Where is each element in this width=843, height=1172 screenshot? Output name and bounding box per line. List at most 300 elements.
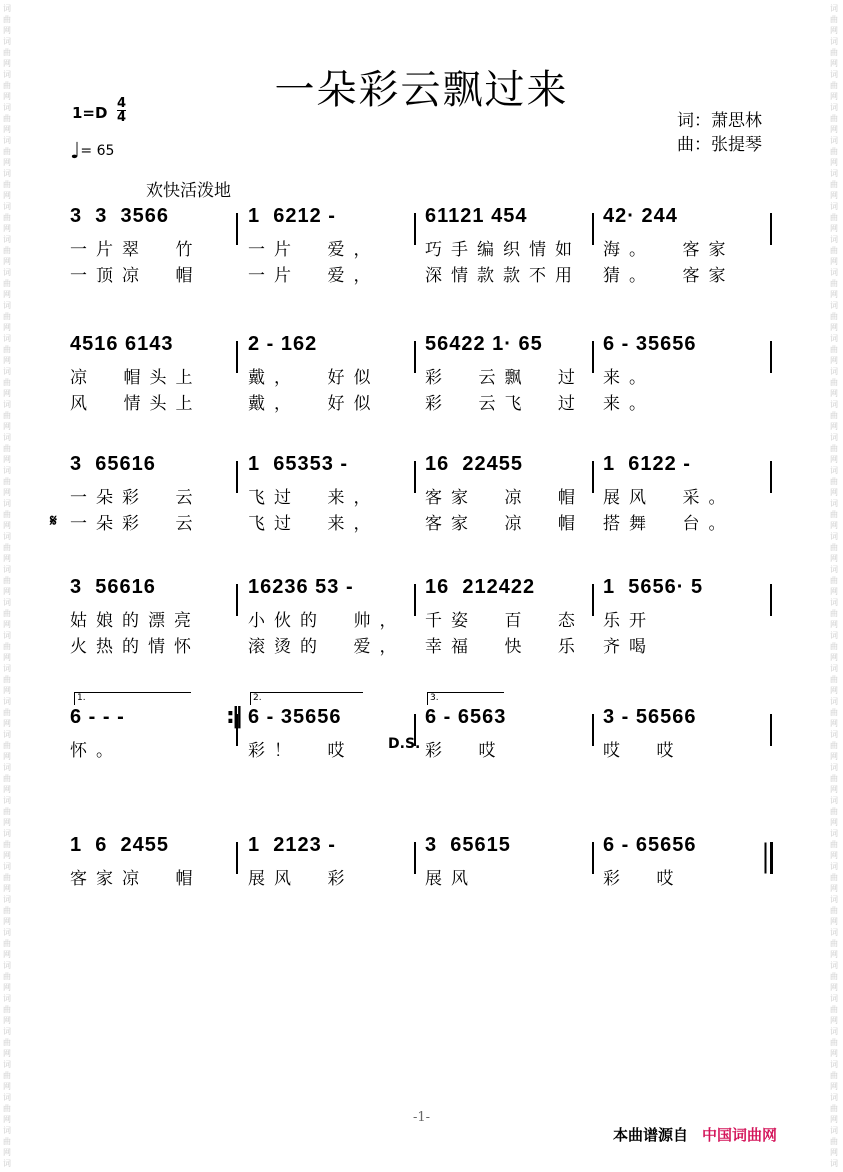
measure <box>425 706 590 806</box>
barline <box>236 584 238 616</box>
watermark-glyph: 曲 <box>3 1104 11 1113</box>
measure <box>425 205 590 305</box>
watermark-glyph: 词 <box>830 565 838 574</box>
lyric-verse-1: 客家凉 帽 <box>70 869 202 888</box>
barline <box>592 341 594 373</box>
watermark-glyph: 词 <box>830 730 838 739</box>
measure <box>70 834 235 934</box>
quarter-note-icon: ♩ <box>70 139 81 164</box>
watermark-glyph: 曲 <box>3 180 11 189</box>
watermark-glyph: 曲 <box>830 1005 838 1014</box>
measure-notes: 1 65353 - <box>248 453 349 475</box>
watermark-glyph: 网 <box>3 224 11 233</box>
watermark-glyph: 曲 <box>830 147 838 156</box>
watermark-glyph: 网 <box>830 752 838 761</box>
lyric-verse-2: 来。 <box>603 394 655 413</box>
watermark-glyph: 词 <box>830 136 838 145</box>
watermark-glyph: 曲 <box>830 1038 838 1047</box>
watermark-glyph: 词 <box>830 400 838 409</box>
measure <box>70 205 235 305</box>
watermark-glyph: 网 <box>830 257 838 266</box>
watermark-glyph: 词 <box>830 433 838 442</box>
lyric-verse-1: 彩 哎 <box>603 869 683 888</box>
watermark-glyph: 网 <box>3 290 11 299</box>
watermark-glyph: 曲 <box>3 246 11 255</box>
measure <box>70 453 235 553</box>
watermark-glyph: 网 <box>3 620 11 629</box>
watermark-glyph: 曲 <box>830 939 838 948</box>
key-signature: 1=D <box>72 104 108 122</box>
watermark-glyph: 词 <box>830 994 838 1003</box>
source-site: 中国词曲网 <box>702 1126 778 1144</box>
watermark-glyph: 网 <box>3 1082 11 1091</box>
watermark-glyph: 曲 <box>3 48 11 57</box>
watermark-glyph: 词 <box>3 169 11 178</box>
watermark-glyph: 词 <box>830 796 838 805</box>
watermark-glyph: 曲 <box>3 543 11 552</box>
watermark-glyph: 网 <box>3 389 11 398</box>
watermark-glyph: 词 <box>3 697 11 706</box>
watermark-glyph: 词 <box>830 1027 838 1036</box>
barline <box>592 714 594 746</box>
watermark-glyph: 词 <box>830 235 838 244</box>
watermark-glyph: 词 <box>830 664 838 673</box>
watermark-glyph: 词 <box>3 433 11 442</box>
watermark-glyph: 曲 <box>830 510 838 519</box>
watermark-glyph: 网 <box>3 356 11 365</box>
measure-notes: 1 5656· 5 <box>603 576 704 598</box>
barline <box>414 341 416 373</box>
lyric-verse-1: 凉 帽头上 <box>70 368 202 387</box>
watermark-glyph: 网 <box>830 818 838 827</box>
watermark-glyph: 词 <box>830 928 838 937</box>
watermark-glyph: 词 <box>830 499 838 508</box>
watermark-glyph: 词 <box>3 103 11 112</box>
watermark-glyph: 曲 <box>3 1005 11 1014</box>
watermark-glyph: 网 <box>3 917 11 926</box>
lyric-verse-2: 彩 云飞 过 <box>425 394 584 413</box>
lyric-verse-2: 齐喝 <box>603 637 655 656</box>
watermark-glyph: 曲 <box>3 807 11 816</box>
segno-icon: 𝄋 <box>50 511 57 530</box>
watermark-glyph: 词 <box>830 1126 838 1135</box>
time-sig-top: 4 <box>117 96 127 111</box>
watermark-glyph: 词 <box>3 829 11 838</box>
watermark-glyph: 网 <box>830 59 838 68</box>
watermark-glyph: 词 <box>830 202 838 211</box>
lyric-verse-2: 一片 爱， <box>248 266 380 285</box>
watermark-glyph: 词 <box>830 367 838 376</box>
watermark-glyph: 曲 <box>830 477 838 486</box>
watermark-glyph: 网 <box>830 851 838 860</box>
lyric-verse-2: 搭舞 台。 <box>603 514 735 533</box>
song-title: 一朵彩云飘过来 <box>274 67 569 113</box>
watermark-glyph: 曲 <box>830 114 838 123</box>
watermark-glyph: 词 <box>3 631 11 640</box>
watermark-glyph: 词 <box>830 301 838 310</box>
watermark-glyph: 网 <box>830 719 838 728</box>
watermark-glyph: 网 <box>3 752 11 761</box>
watermark-glyph: 网 <box>830 224 838 233</box>
watermark-glyph: 曲 <box>3 477 11 486</box>
barline <box>770 461 772 493</box>
watermark-glyph: 网 <box>3 191 11 200</box>
watermark-glyph: 词 <box>830 268 838 277</box>
watermark-glyph: 词 <box>3 400 11 409</box>
measure <box>603 205 768 305</box>
lyric-verse-2: 幸福 快 乐 <box>425 637 584 656</box>
watermark-glyph: 词 <box>3 367 11 376</box>
watermark-glyph: 词 <box>3 730 11 739</box>
watermark-glyph: 曲 <box>3 609 11 618</box>
watermark-glyph: 词 <box>3 895 11 904</box>
watermark-glyph: 网 <box>3 1148 11 1157</box>
measure <box>70 706 235 806</box>
watermark-glyph: 网 <box>830 1049 838 1058</box>
watermark-glyph: 网 <box>830 26 838 35</box>
barline <box>592 213 594 245</box>
measure-notes: 6 - 35656 <box>248 706 342 728</box>
watermark-glyph: 词 <box>3 1093 11 1102</box>
watermark-glyph: 网 <box>3 422 11 431</box>
watermark-glyph: 词 <box>830 466 838 475</box>
lyric-verse-1: 哎 哎 <box>603 741 683 760</box>
watermark-glyph: 网 <box>3 851 11 860</box>
measure-notes: 6 - 65656 <box>603 834 697 856</box>
watermark-glyph: 词 <box>3 928 11 937</box>
lyric-verse-1: 戴， 好似 <box>248 368 380 387</box>
watermark-glyph: 词 <box>830 862 838 871</box>
watermark-glyph: 词 <box>3 70 11 79</box>
lyric-verse-1: 来。 <box>603 368 655 387</box>
barline <box>770 341 772 373</box>
barline <box>770 213 772 245</box>
measure-notes: 3 56616 <box>70 576 156 598</box>
watermark-glyph: 网 <box>830 950 838 959</box>
lyric-verse-2: 火热的情怀 <box>70 637 200 656</box>
barline <box>592 842 594 874</box>
watermark-glyph: 词 <box>3 1060 11 1069</box>
watermark-glyph: 词 <box>3 961 11 970</box>
watermark-glyph: 曲 <box>3 741 11 750</box>
watermark-glyph: 词 <box>3 466 11 475</box>
watermark-glyph: 曲 <box>830 972 838 981</box>
watermark-glyph: 网 <box>3 125 11 134</box>
watermark-glyph: 词 <box>830 631 838 640</box>
watermark-glyph: 网 <box>3 92 11 101</box>
watermark-glyph: 词 <box>830 70 838 79</box>
measure <box>603 706 768 806</box>
barline <box>770 714 772 746</box>
lyric-verse-2: 戴， 好似 <box>248 394 380 413</box>
watermark-glyph: 曲 <box>3 213 11 222</box>
watermark-glyph: 网 <box>830 191 838 200</box>
measure-notes: 16236 53 - <box>248 576 354 598</box>
watermark-glyph: 词 <box>3 565 11 574</box>
measure <box>248 333 413 433</box>
watermark-glyph: 网 <box>830 587 838 596</box>
watermark-glyph: 曲 <box>830 279 838 288</box>
measure <box>425 453 590 553</box>
measure-notes: 1 6212 - <box>248 205 336 227</box>
lyric-verse-1: 一片翠 竹 <box>70 240 202 259</box>
watermark-glyph: 词 <box>3 532 11 541</box>
lyric-verse-1: 彩 云飘 过 <box>425 368 584 387</box>
watermark-glyph: 网 <box>830 92 838 101</box>
watermark-glyph: 曲 <box>3 345 11 354</box>
barline <box>236 842 238 874</box>
watermark-glyph: 曲 <box>830 807 838 816</box>
watermark-glyph: 网 <box>3 818 11 827</box>
volta-ending-1: 1. <box>74 692 191 705</box>
measure-notes: 3 65616 <box>70 453 156 475</box>
watermark-glyph: 曲 <box>830 1104 838 1113</box>
watermark-glyph: 网 <box>830 554 838 563</box>
watermark-glyph: 曲 <box>3 576 11 585</box>
watermark-glyph: 网 <box>3 785 11 794</box>
watermark-glyph: 网 <box>830 1115 838 1124</box>
watermark-glyph: 曲 <box>3 279 11 288</box>
watermark-glyph: 曲 <box>830 576 838 585</box>
watermark-glyph: 词 <box>3 796 11 805</box>
measure <box>248 205 413 305</box>
watermark-glyph: 网 <box>3 686 11 695</box>
watermark-glyph: 词 <box>830 598 838 607</box>
tempo-marking <box>70 136 115 164</box>
volta-ending-3: 3. <box>427 692 504 705</box>
barline <box>592 461 594 493</box>
watermark-glyph: 曲 <box>830 213 838 222</box>
watermark-glyph: 曲 <box>3 312 11 321</box>
watermark-glyph: 词 <box>830 697 838 706</box>
lyric-verse-1: 怀。 <box>70 741 122 760</box>
watermark-glyph: 词 <box>830 334 838 343</box>
watermark-glyph: 曲 <box>830 708 838 717</box>
measure <box>425 576 590 676</box>
watermark-glyph: 网 <box>3 158 11 167</box>
watermark-glyph: 曲 <box>3 675 11 684</box>
watermark-glyph: 网 <box>830 884 838 893</box>
lyric-verse-2: 客家 凉 帽 <box>425 514 584 533</box>
measure-notes: 6 - - - <box>70 706 125 728</box>
watermark-glyph: 词 <box>3 664 11 673</box>
watermark-glyph: 网 <box>3 884 11 893</box>
watermark-glyph: 曲 <box>3 939 11 948</box>
watermark-glyph: 词 <box>3 763 11 772</box>
barline <box>236 341 238 373</box>
watermark-glyph: 词 <box>830 1093 838 1102</box>
watermark-glyph: 网 <box>830 290 838 299</box>
watermark-glyph: 曲 <box>830 345 838 354</box>
measure-notes: 6 - 35656 <box>603 333 697 355</box>
watermark-glyph: 曲 <box>3 1038 11 1047</box>
watermark-glyph: 词 <box>3 598 11 607</box>
watermark-glyph: 网 <box>3 554 11 563</box>
watermark-glyph: 网 <box>830 620 838 629</box>
page-number: -1- <box>412 1110 431 1125</box>
measure <box>603 453 768 553</box>
barline <box>414 213 416 245</box>
lyric-verse-1: 一朵彩 云 <box>70 488 202 507</box>
watermark-glyph: 曲 <box>830 246 838 255</box>
watermark-glyph: 曲 <box>830 642 838 651</box>
watermark-glyph: 曲 <box>830 15 838 24</box>
barline <box>414 842 416 874</box>
watermark-glyph: 曲 <box>830 873 838 882</box>
lyric-verse-2: 风 情头上 <box>70 394 202 413</box>
watermark-glyph: 曲 <box>830 675 838 684</box>
lyric-verse-2: 一朵彩 云 <box>70 514 202 533</box>
dal-segno-mark: D.S. <box>388 736 421 752</box>
score-line <box>0 205 843 305</box>
lyric-verse-1: 巧手编织情如 <box>425 240 581 259</box>
watermark-glyph: 网 <box>3 587 11 596</box>
measure <box>248 576 413 676</box>
watermark-glyph: 词 <box>3 862 11 871</box>
watermark-glyph: 网 <box>830 1082 838 1091</box>
watermark-glyph: 曲 <box>830 180 838 189</box>
watermark-glyph: 网 <box>3 719 11 728</box>
watermark-glyph: 网 <box>830 983 838 992</box>
measure-notes: 1 6122 - <box>603 453 691 475</box>
watermark-glyph: 词 <box>3 334 11 343</box>
lyric-verse-1: 展风 采。 <box>603 488 735 507</box>
lyric-verse-1: 姑娘的漂亮 <box>70 611 200 630</box>
expression-marking: 欢快活泼地 <box>146 181 231 201</box>
watermark-glyph: 网 <box>830 356 838 365</box>
watermark-glyph: 词 <box>3 202 11 211</box>
lyric-verse-1: 飞过 来， <box>248 488 380 507</box>
watermark-glyph: 词 <box>830 4 838 13</box>
watermark-glyph: 网 <box>830 653 838 662</box>
watermark-glyph: 网 <box>830 158 838 167</box>
measure-notes: 16 22455 <box>425 453 523 475</box>
repeat-sign-icon: :‖ <box>226 704 240 729</box>
score-line <box>0 576 843 676</box>
watermark-glyph: 词 <box>3 268 11 277</box>
volta-ending-2: 2. <box>250 692 363 705</box>
watermark-glyph: 曲 <box>3 114 11 123</box>
watermark-glyph: 曲 <box>3 708 11 717</box>
source-credit <box>613 1124 777 1145</box>
watermark-glyph: 词 <box>830 532 838 541</box>
measure-notes: 56422 1· 65 <box>425 333 543 355</box>
watermark-glyph: 网 <box>3 950 11 959</box>
barline <box>770 584 772 616</box>
lyric-verse-2: 飞过 来， <box>248 514 380 533</box>
barline <box>236 461 238 493</box>
watermark-glyph: 词 <box>830 37 838 46</box>
watermark-glyph: 曲 <box>830 1137 838 1146</box>
watermark-glyph: 网 <box>3 455 11 464</box>
score-line <box>0 693 843 806</box>
watermark-glyph: 曲 <box>830 543 838 552</box>
lyric-verse-1: 展风 彩 <box>248 869 354 888</box>
measure-notes: 16 212422 <box>425 576 536 598</box>
watermark-glyph: 曲 <box>830 774 838 783</box>
watermark-glyph: 网 <box>830 785 838 794</box>
watermark-glyph: 曲 <box>3 774 11 783</box>
watermark-glyph: 词 <box>3 235 11 244</box>
watermark-glyph: 词 <box>3 301 11 310</box>
score-line <box>0 333 843 433</box>
measure-notes: 3 3 3566 <box>70 205 169 227</box>
watermark-glyph: 曲 <box>3 840 11 849</box>
barline <box>236 213 238 245</box>
measure <box>603 576 768 676</box>
watermark-glyph: 网 <box>3 1016 11 1025</box>
watermark-glyph: 网 <box>3 26 11 35</box>
watermark-glyph: 词 <box>3 499 11 508</box>
watermark-glyph: 网 <box>830 389 838 398</box>
score-line <box>0 453 843 553</box>
watermark-glyph: 网 <box>830 917 838 926</box>
watermark-glyph: 曲 <box>3 1071 11 1080</box>
watermark-glyph: 网 <box>3 521 11 530</box>
measure-notes: 3 - 56566 <box>603 706 697 728</box>
watermark-glyph: 词 <box>830 169 838 178</box>
source-label: 本曲谱源自 <box>613 1126 689 1144</box>
measure <box>70 576 235 676</box>
watermark-glyph: 曲 <box>830 609 838 618</box>
watermark-glyph: 词 <box>830 763 838 772</box>
watermark-glyph: 词 <box>3 1027 11 1036</box>
watermark-glyph: 网 <box>3 257 11 266</box>
measure <box>425 834 590 934</box>
measure <box>248 706 413 806</box>
watermark-glyph: 曲 <box>830 378 838 387</box>
watermark-glyph: 曲 <box>3 510 11 519</box>
watermark-glyph: 曲 <box>3 411 11 420</box>
composer: 曲：张提琴 <box>677 135 762 155</box>
watermark-glyph: 词 <box>3 1159 11 1168</box>
lyric-verse-2: 一顶凉 帽 <box>70 266 202 285</box>
watermark-glyph: 网 <box>830 455 838 464</box>
lyric-verse-1: 小伙的 帅， <box>248 611 406 630</box>
lyric-verse-1: 乐开 <box>603 611 655 630</box>
lyric-verse-1: 彩！ 哎 <box>248 741 354 760</box>
watermark-glyph: 词 <box>3 4 11 13</box>
measure <box>603 834 768 934</box>
barline <box>414 461 416 493</box>
lyric-verse-1: 彩 哎 <box>425 741 505 760</box>
watermark-glyph: 词 <box>830 1159 838 1168</box>
watermark-glyph: 词 <box>3 1126 11 1135</box>
watermark-glyph: 曲 <box>3 444 11 453</box>
watermark-glyph: 网 <box>830 422 838 431</box>
watermark-glyph: 曲 <box>3 15 11 24</box>
watermark-glyph: 曲 <box>3 147 11 156</box>
watermark-glyph: 曲 <box>830 411 838 420</box>
lyric-verse-1: 客家 凉 帽 <box>425 488 584 507</box>
watermark-glyph: 网 <box>3 1115 11 1124</box>
score-line <box>0 834 843 934</box>
watermark-glyph: 曲 <box>830 444 838 453</box>
watermark-glyph: 曲 <box>3 873 11 882</box>
lyric-verse-1: 海。 客家 <box>603 240 735 259</box>
measure <box>425 333 590 433</box>
lyric-verse-2: 深情款款不用 <box>425 266 581 285</box>
lyric-verse-2: 滚烫的 爱， <box>248 637 406 656</box>
watermark-glyph: 词 <box>3 136 11 145</box>
watermark-glyph: 网 <box>3 488 11 497</box>
watermark-glyph: 词 <box>830 829 838 838</box>
measure-notes: 42· 244 <box>603 205 678 227</box>
measure-notes: 4516 6143 <box>70 333 174 355</box>
measure <box>603 333 768 433</box>
watermark-glyph: 曲 <box>830 906 838 915</box>
watermark-glyph: 曲 <box>3 378 11 387</box>
